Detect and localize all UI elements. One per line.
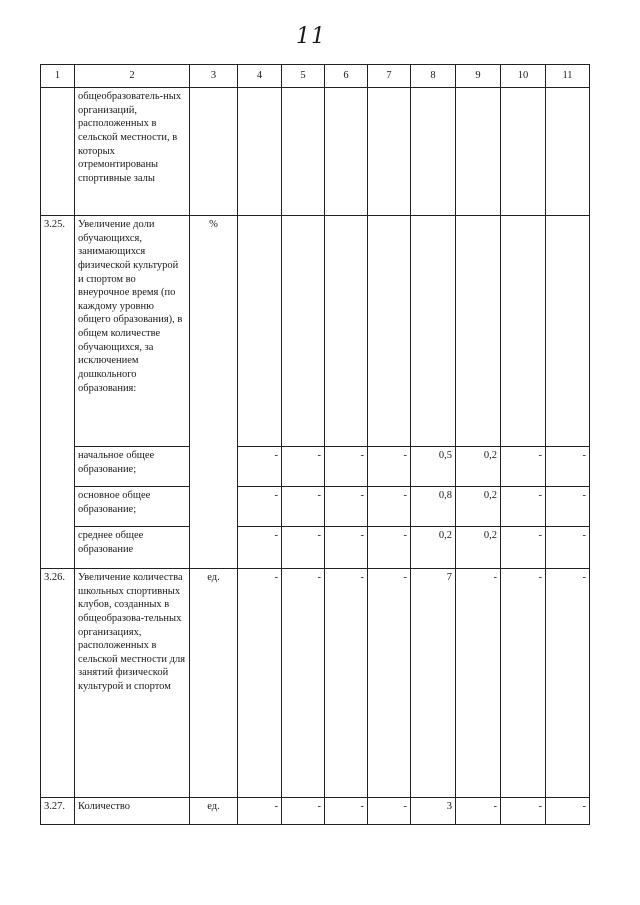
value-cell: - [501,487,546,527]
row-description: Увеличение доли обучающихся, занимающихся физической культурой и спортом во внеурочное время (по каждому уровню общего образования), в общем количестве обучающихся, за исключением дошкольного образования: [75,216,190,447]
value-cell: - [238,527,282,569]
value-cell: - [282,798,325,825]
row-unit: % [190,216,238,569]
header-cell: 8 [411,65,456,88]
value-cell: 0,2 [456,447,501,487]
header-cell: 9 [456,65,501,88]
header-cell: 7 [368,65,411,88]
row-number: 3.25. [41,216,75,569]
value-cell: 7 [411,569,456,798]
value-cell: - [368,798,411,825]
row-unit: ед. [190,798,238,825]
value-cell: 0,8 [411,487,456,527]
value-cell: - [546,487,590,527]
value-cell: - [546,527,590,569]
row-number: 3.27. [41,798,75,825]
value-cell: - [238,798,282,825]
table-row [41,798,590,825]
row-unit: ед. [190,569,238,798]
value-cell: - [238,487,282,527]
page-number: 11 [296,24,326,49]
value-cell: - [501,798,546,825]
value-cell: 3 [411,798,456,825]
table-row [41,216,590,447]
value-cell: - [325,447,368,487]
value-cell: - [368,487,411,527]
indicator-table [40,64,590,825]
value-cell: - [368,569,411,798]
value-cell: - [325,527,368,569]
value-cell: 0,5 [411,447,456,487]
header-cell: 1 [41,65,75,88]
table-row [41,447,590,487]
value-cell: - [238,447,282,487]
value-cell: - [546,798,590,825]
header-cell: 4 [238,65,282,88]
value-cell: - [325,487,368,527]
table-row [41,487,590,527]
row-description: общеобразователь-ных организаций, расположенных в сельской местности, в которых отремонтированы спортивные залы [75,88,190,216]
header-row [41,65,590,88]
value-cell: - [325,798,368,825]
value-cell: - [546,447,590,487]
row-number: 3.26. [41,569,75,798]
value-cell: 0,2 [456,527,501,569]
header-cell: 11 [546,65,590,88]
value-cell: - [238,569,282,798]
value-cell: - [325,569,368,798]
value-cell: - [501,569,546,798]
row-description: Увеличение количества школьных спортивных клубов, созданных в общеобразова-тельных организациях, расположенных в сельской местности для занятий физической культурой и спортом [75,569,190,798]
value-cell: - [282,487,325,527]
value-cell: 0,2 [456,487,501,527]
value-cell: - [501,527,546,569]
row-description: среднее общее образование [75,527,190,569]
value-cell: - [368,447,411,487]
value-cell: - [456,798,501,825]
value-cell: - [282,447,325,487]
row-description: основное общее образование; [75,487,190,527]
header-cell: 3 [190,65,238,88]
table-row [41,527,590,569]
value-cell: - [546,569,590,798]
table-row [41,88,590,216]
header-cell: 2 [75,65,190,88]
row-description: начальное общее образование; [75,447,190,487]
value-cell: - [368,527,411,569]
value-cell: - [501,447,546,487]
value-cell: 0,2 [411,527,456,569]
header-cell: 5 [282,65,325,88]
value-cell: - [282,527,325,569]
table-row [41,569,590,798]
header-cell: 10 [501,65,546,88]
header-cell: 6 [325,65,368,88]
value-cell: - [282,569,325,798]
value-cell: - [456,569,501,798]
row-description: Количество [75,798,190,825]
